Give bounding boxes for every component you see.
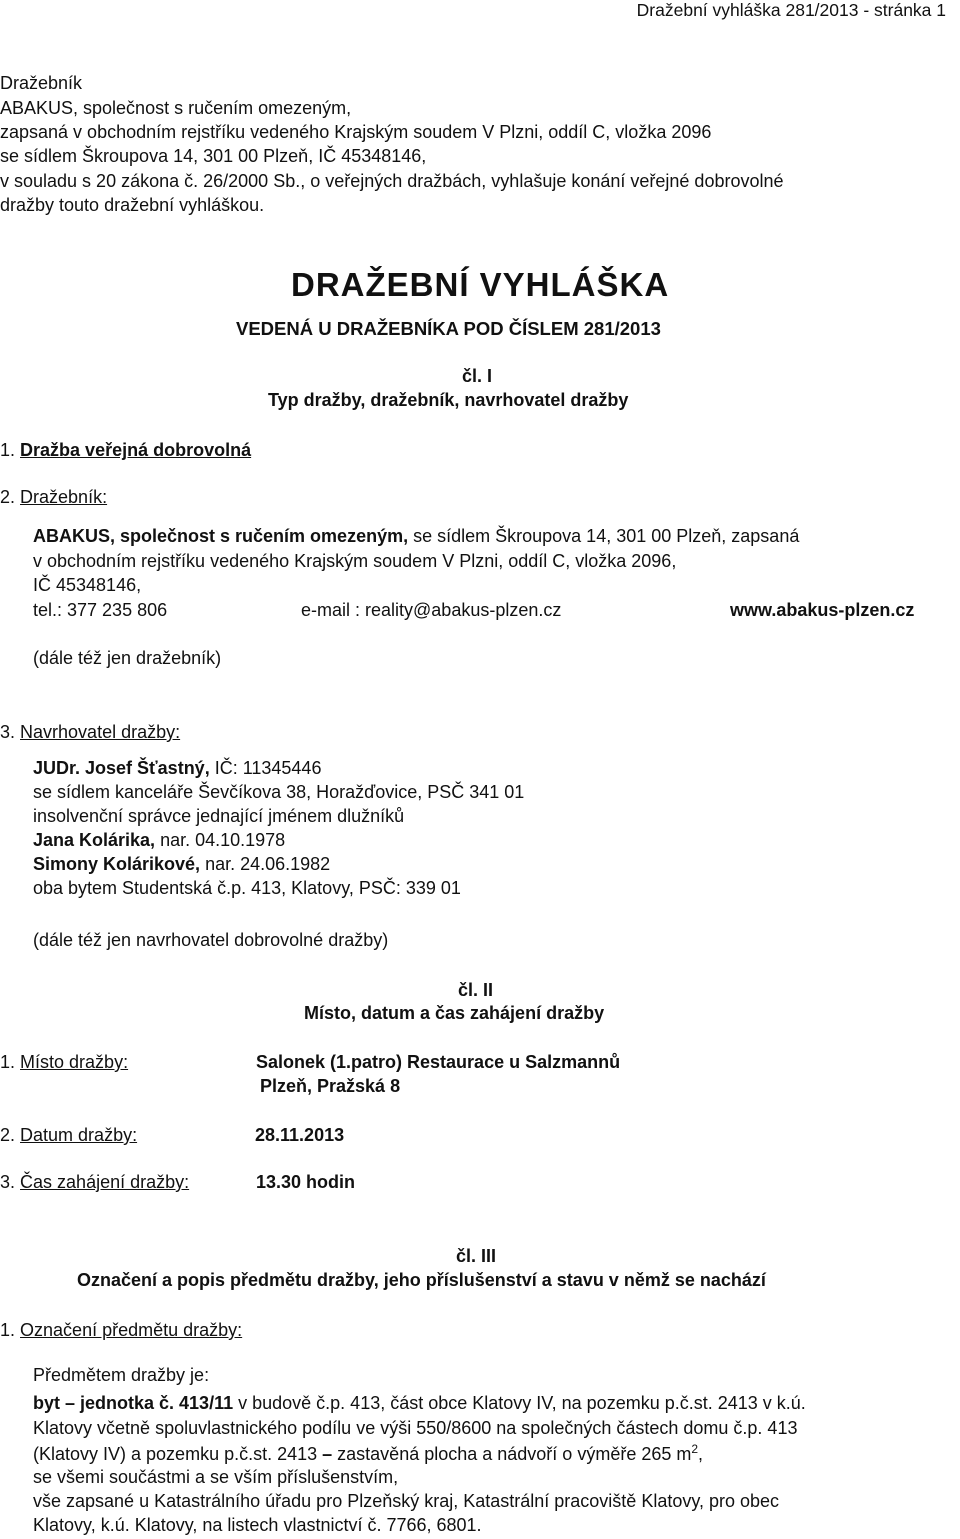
item-number: 2.	[0, 1125, 16, 1145]
auction-place-value-1: Salonek (1.patro) Restaurace u Salzmannů	[256, 1052, 621, 1072]
page-header: Dražební vyhláška 281/2013 - stránka 1	[636, 0, 946, 20]
document-subtitle: VEDENÁ U DRAŽEBNÍKA POD ČÍSLEM 281/2013	[236, 318, 661, 339]
intro-address-line: se sídlem Škroupova 14, 301 00 Plzeň, IČ 45348146,	[0, 146, 427, 166]
intro-closing-line: dražby touto dražební vyhláškou.	[0, 195, 265, 215]
section-2-heading: Místo, datum a čas zahájení dražby	[304, 1003, 605, 1023]
auction-place-label	[0, 1052, 128, 1073]
subject-line-3c: ,	[698, 1444, 704, 1464]
debtor-1-name: Jana Kolárika,	[33, 830, 156, 850]
unit-number: byt – jednotka č. 413/11	[33, 1393, 234, 1413]
debtors-address: oba bytem Studentská č.p. 413, Klatovy, PSČ: 339 01	[33, 878, 461, 898]
proposer-name: JUDr. Josef Šťastný,	[33, 758, 210, 778]
subject-line-6: Klatovy, k.ú. Klatovy, na listech vlastnictví č. 7766, 6801.	[33, 1515, 482, 1535]
auctioneer-website[interactable]: www.abakus-plzen.cz	[730, 600, 915, 620]
place-label-text: Místo dražby:	[20, 1052, 129, 1072]
section-3-heading: Označení a popis předmětu dražby, jeho příslušenství a stavu v němž se nachází	[77, 1270, 766, 1290]
item-number: 3.	[0, 1172, 16, 1192]
section-3-label: čl. III	[456, 1246, 497, 1266]
intro-law-line: v souladu s 20 zákona č. 26/2000 Sb., o veřejných dražbách, vyhlašuje konání veřejné dobrovolné	[0, 171, 784, 191]
subject-line-3	[33, 1442, 703, 1465]
auctioneer-address: se sídlem Škroupova 14, 301 00 Plzeň, zapsaná	[408, 526, 800, 546]
auction-time-value: 13.30 hodin	[256, 1172, 356, 1192]
proposer-line-3: insolvenční správce jednající jménem dlužníků	[33, 806, 405, 826]
auction-date-label	[0, 1125, 137, 1146]
item-number: 1.	[0, 1320, 16, 1340]
auctioneer-line-1	[33, 526, 799, 547]
document-title: DRAŽEBNÍ VYHLÁŠKA	[291, 266, 670, 303]
auction-type: Dražba veřejná dobrovolná	[20, 440, 252, 460]
intro-registry-line: zapsaná v obchodním rejstříku vedeného Krajským soudem V Plzni, oddíl C, vložka 2096	[0, 122, 712, 142]
subject-line-3a: (Klatovy IV) a pozemku p.č.st. 2413	[33, 1444, 318, 1464]
unit-location: v budově č.p. 413, část obce Klatovy IV, na pozemku p.č.st. 2413 v k.ú.	[233, 1393, 806, 1413]
auctioneer-tel: tel.: 377 235 806	[33, 600, 168, 620]
debtor-2-name: Simony Kolárikové,	[33, 854, 201, 874]
proposer-label: Navrhovatel dražby:	[20, 722, 181, 742]
proposer-ic: IČ: 11345446	[209, 758, 322, 778]
proposer-line-1	[33, 758, 321, 779]
debtor-1-birth: nar. 04.10.1978	[155, 830, 286, 850]
item-number: 3.	[0, 722, 16, 742]
section-2-label: čl. II	[458, 980, 494, 1000]
debtor-1	[33, 830, 285, 851]
auctioneer-label: Dražebník:	[20, 487, 108, 507]
auction-place-value-2: Plzeň, Pražská 8	[260, 1076, 401, 1096]
designation-label-text: Označení předmětu dražby:	[20, 1320, 243, 1340]
debtor-2-birth: nar. 24.06.1982	[200, 854, 331, 874]
debtor-2	[33, 854, 330, 875]
intro-auctioneer-name: ABAKUS, společnost s ručením omezeným,	[0, 98, 352, 118]
section-1-item-1	[0, 440, 251, 461]
auctioneer-line-2: v obchodním rejstříku vedeného Krajským soudem V Plzni, oddíl C, vložka 2096,	[33, 551, 677, 571]
item-number: 1.	[0, 1052, 16, 1072]
proposer-line-2: se sídlem kanceláře Ševčíkova 38, Horažďovice, PSČ 341 01	[33, 782, 525, 802]
auctioneer-note: (dále též jen dražebník)	[33, 648, 222, 668]
item-number: 2.	[0, 487, 16, 507]
subject-designation-label	[0, 1320, 242, 1341]
subject-dash: –	[317, 1444, 333, 1464]
subject-line-4: se všemi součástmi a se vším příslušenstvím,	[33, 1467, 399, 1487]
proposer-note: (dále též jen navrhovatel dobrovolné dražby)	[33, 930, 389, 950]
section-1-item-2	[0, 487, 107, 508]
auction-time-label	[0, 1172, 189, 1193]
auctioneer-line-3: IČ 45348146,	[33, 575, 142, 595]
auctioneer-email[interactable]: e-mail : reality@abakus-plzen.cz	[301, 600, 562, 620]
section-1-label: čl. I	[462, 366, 493, 386]
time-label-text: Čas zahájení dražby:	[20, 1172, 190, 1192]
subject-line-2: Klatovy včetně spoluvlastnického podílu ve výši 550/8600 na společných částech domu č.p. 413	[33, 1418, 798, 1438]
auction-date-value: 28.11.2013	[255, 1125, 345, 1145]
area-superscript: 2	[691, 1442, 699, 1456]
subject-line-3b: zastavěná plocha a nádvoří o výměře 265 m	[332, 1444, 692, 1464]
subject-line-5: vše zapsané u Katastrálního úřadu pro Plzeňský kraj, Katastrální pracoviště Klatovy, pro obec	[33, 1491, 780, 1511]
auctioneer-name: ABAKUS, společnost s ručením omezeným,	[33, 526, 409, 546]
item-number: 1.	[0, 440, 16, 460]
section-1-item-3	[0, 722, 180, 743]
section-1-heading: Typ dražby, dražebník, navrhovatel dražby	[268, 390, 629, 410]
subject-line-1	[33, 1393, 806, 1414]
intro-auctioneer-label: Dražebník	[0, 73, 83, 93]
date-label-text: Datum dražby:	[20, 1125, 138, 1145]
subject-intro: Předmětem dražby je:	[33, 1365, 210, 1385]
